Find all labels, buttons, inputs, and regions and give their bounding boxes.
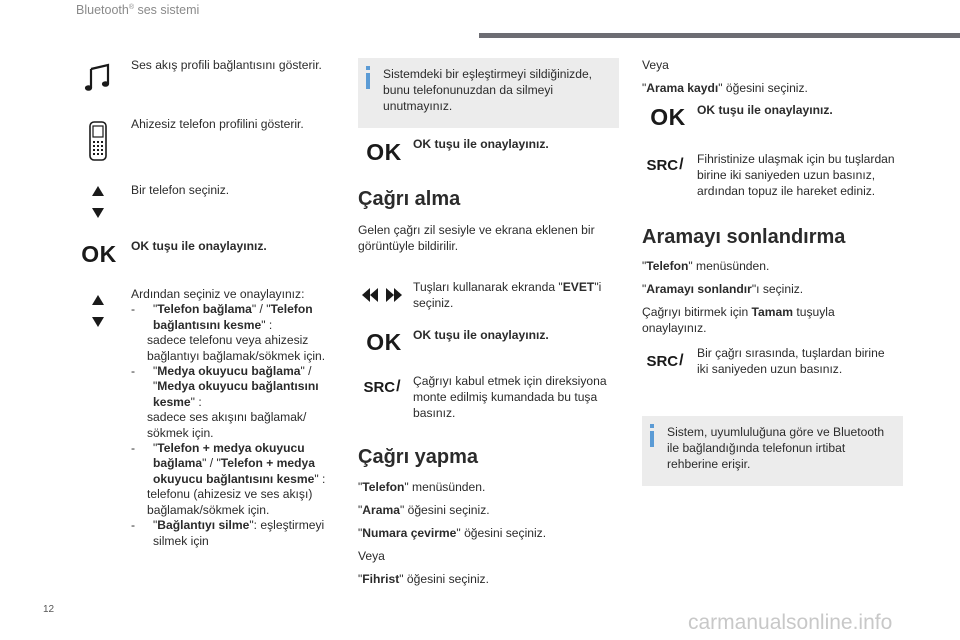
src-steering-button-icon: SRC /	[646, 352, 684, 370]
call-step-1: "Telefon" menüsünden.	[358, 480, 486, 494]
or-text: Veya	[358, 549, 385, 563]
watermark: carmanualsonline.info	[688, 611, 893, 634]
or-text: Veya	[642, 58, 669, 72]
page-number: 12	[43, 604, 55, 615]
header-bar	[479, 33, 960, 38]
mobile-phone-icon	[86, 120, 110, 162]
src-steering-button-icon: SRC /	[646, 156, 684, 174]
info-box-contacts: Sistem, uyumluluğuna göre ve Bluetooth ile bağlandığında telefonun irtibat rehberine erişir.	[642, 416, 903, 486]
music-note-icon	[82, 62, 114, 94]
call-step-4: "Fihrist" öğesini seçiniz.	[358, 572, 489, 586]
section-heading-call: Çağrı yapma	[358, 446, 479, 468]
list-item: - "Telefon + medya okuyucu	[131, 441, 305, 456]
info-box-delete-pairing: Sistemdeki bir eşleştirmeyi sildiğinizde, bunu telefonunuzdan da silmeyi unutmayınız.	[358, 58, 619, 128]
ok-button-icon: OK	[366, 138, 402, 165]
answer-description: Gelen çağrı zil sesiyle ve ekrana eklenen bir görüntüyle bildirilir.	[358, 223, 595, 253]
src-steering-button-icon: SRC /	[363, 378, 401, 396]
up-down-arrows-icon	[88, 183, 108, 221]
end-step-2: "Aramayı sonlandır"ı seçiniz.	[642, 282, 804, 296]
end-step-3: Çağrıyı bitirmek için Tamam tuşuyla onaylayınız.	[642, 305, 835, 335]
ok-button-icon: OK	[650, 103, 686, 130]
info-icon	[366, 66, 370, 70]
running-header: Bluetooth® ses sistemi	[76, 3, 200, 17]
left-right-arrows-icon	[360, 283, 404, 307]
call-step-2: "Arama" öğesini seçiniz.	[358, 503, 490, 517]
ok-button-icon: OK	[366, 328, 402, 355]
call-log-text: "Arama kaydı" öğesini seçiniz.	[642, 81, 808, 95]
ok-button-icon: OK	[81, 240, 117, 267]
select-phone-text: Bir telefon seçiniz.	[131, 183, 230, 197]
select-yes-text: Tuşları kullanarak ekranda "EVET"i seçiniz.	[413, 280, 602, 310]
section-heading-answer: Çağrı alma	[358, 188, 461, 210]
connection-options-list: Ardından seçiniz ve onaylayınız: - "Telefon bağlama" / "Telefon bağlantısını kesme" : sadece telefonu veya ahizesiz bağlantıyı bağlamak/sökmek için. - "Medya okuyucu bağlama" / "Medya okuyucu bağlantısını kesme" : sadece ses akışını bağlamak/ sökmek için. - "Telefon + medya okuyucu bağlama" / "Telefon + medya okuyucu bağlantısını kesme" : telefonu (ahizesiz ve ses akışı) bağlamak/sökmek için. - "Bağlantıyı silme": eşleştirmeyi silmek için	[131, 287, 336, 549]
call-step-3: "Numara çevirme" öğesini seçiniz.	[358, 526, 547, 540]
list-item: - "Telefon bağlama" / "Telefon	[131, 302, 313, 317]
audio-profile-text: Ses akış profili bağlantısını gösterir.	[131, 58, 322, 72]
handsfree-profile-text: Ahizesiz telefon profilini gösterir.	[131, 117, 304, 131]
up-down-arrows-icon	[88, 292, 108, 330]
directory-access-text: Fihristinize ulaşmak için bu tuşlardan birine iki saniyeden uzun basınız, ardından topuz ile hareket ediniz.	[697, 152, 895, 198]
section-heading-end-call: Aramayı sonlandırma	[642, 226, 846, 248]
info-icon	[650, 424, 654, 428]
confirm-ok-text: OK tuşu ile onaylayınız.	[413, 328, 549, 342]
accept-call-text: Çağrıyı kabul etmek için direksiyona monte edilmiş kumandada bu tuşa basınız.	[413, 374, 607, 420]
end-call-src-text: Bir çağrı sırasında, tuşlardan birine iki saniyeden uzun basınız.	[697, 346, 885, 376]
confirm-ok-text: OK tuşu ile onaylayınız.	[131, 239, 267, 253]
confirm-ok-text: OK tuşu ile onaylayınız.	[697, 103, 833, 117]
end-step-1: "Telefon" menüsünden.	[642, 259, 770, 273]
list-item: - "Medya okuyucu bağlama" /	[131, 364, 312, 379]
list-item: - "Bağlantıyı silme": eşleştirmeyi	[131, 518, 325, 533]
confirm-ok-text: OK tuşu ile onaylayınız.	[413, 137, 549, 151]
